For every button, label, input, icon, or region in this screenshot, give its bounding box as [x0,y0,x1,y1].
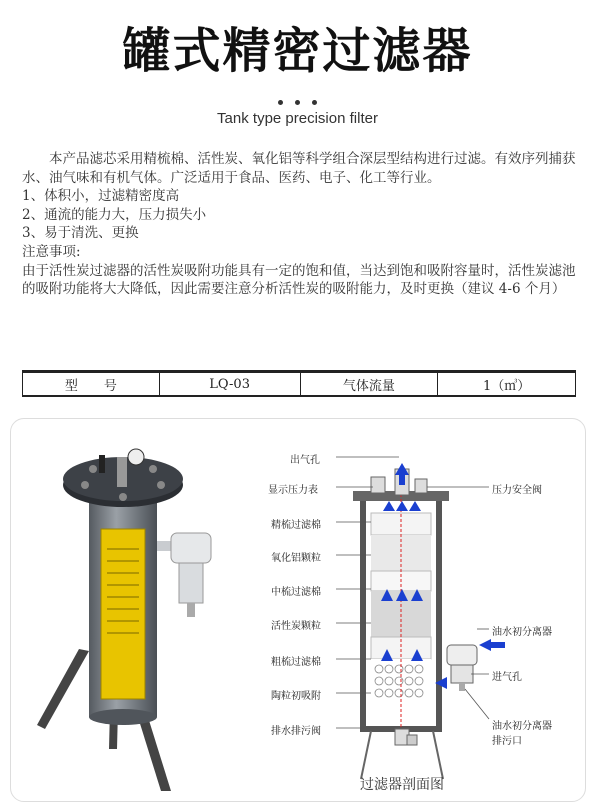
model-label: 型 号 [23,373,160,395]
label-oil-water-separator: 油水初分离器 [492,627,552,638]
product-description [22,150,582,299]
label-air-inlet: 进气孔 [492,672,522,683]
notice-text: 由于活性炭过滤器的活性炭吸附功能具有一定的饱和值，当达到饱和吸附容量时，活性炭滤池的吸附功能将大大降低，因此需要注意分析活性炭的吸附能力，及时更换（建议 4-6 个月） [22,262,576,298]
feature-item: 2、通流的能力大，压力损失小 [22,206,207,223]
model-value: LQ-03 [160,373,301,395]
diagram-caption: 过滤器剖面图 [360,777,444,793]
label-ceramic-adsorption: 陶粒初吸附 [271,691,321,702]
label-fine-cotton: 精梳过滤棉 [271,520,321,531]
label-medium-cotton: 中梳过滤棉 [271,587,321,598]
label-drain-valve: 排水排污阀 [271,726,321,737]
label-safety-valve: 压力安全阀 [492,485,542,496]
label-coarse-cotton: 粗梳过滤棉 [271,657,321,668]
decorative-dots [0,90,595,109]
feature-item: 3、易于清洗、更换 [22,225,139,242]
label-drain-outlet: 排污口 [492,736,522,747]
label-alumina: 氧化铝颗粒 [271,553,321,564]
label-pressure-gauge: 显示压力表 [268,485,318,496]
intro-paragraph: 本产品滤芯采用精梳棉、活性炭、氧化铝等科学组合深层型结构进行过滤。有效序列捕获水、油气味和有机气体。广泛适用于食品、医药、电子、化工等行业。 [22,151,576,186]
label-oil-water-separator-2: 油水初分离器 [492,721,552,732]
flow-value: 1（㎥） [482,378,531,394]
notice-title: 注意事项: [22,243,81,260]
product-image-panel [10,418,586,802]
label-activated-carbon: 活性炭颗粒 [271,621,321,632]
flow-label: 气体流量 [301,373,439,395]
feature-item: 1、体积小，过滤精密度高 [22,188,180,205]
page-title: 罐式精密过滤器 [122,23,473,79]
label-air-outlet: 出气孔 [290,455,320,466]
page-subtitle: Tank type precision filter [217,110,378,127]
spec-table [22,370,576,397]
